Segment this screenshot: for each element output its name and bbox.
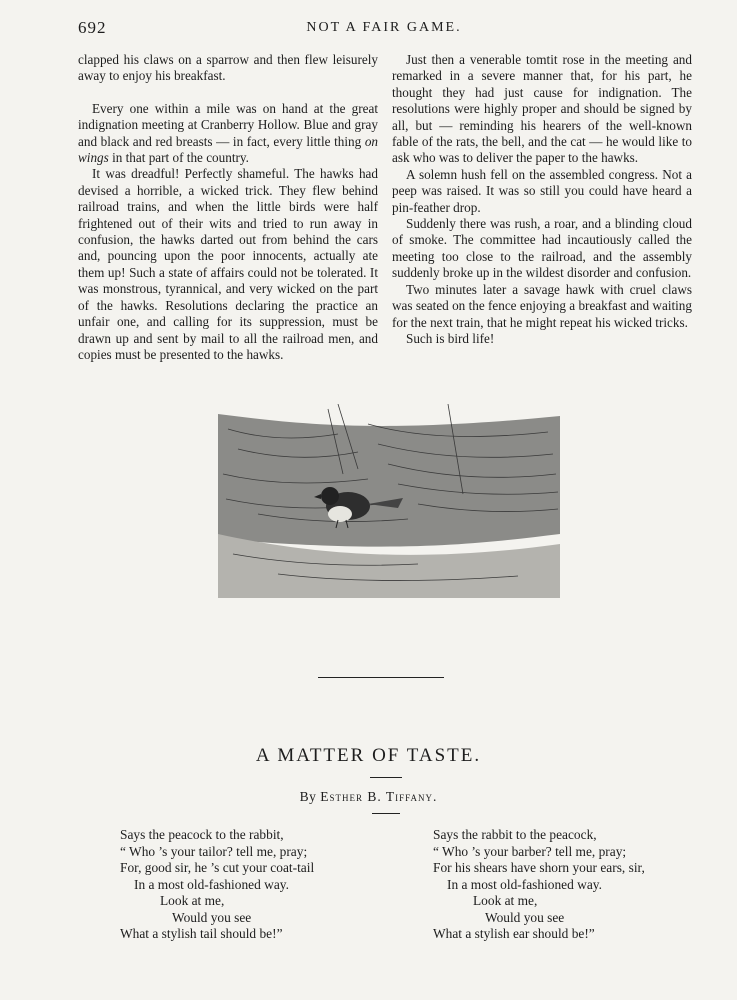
paragraph: Suddenly there was rush, a roar, and a blinding cloud of smoke. The committee had incautiously called the meeting too close to the railroad, and the assembly suddenly broke up in the wildest disorder and confusion. (392, 216, 692, 281)
text-run: Every one within a mile was on hand at the great indignation meeting at Cranberry Hollow. Blue and gray and black and red breasts — in fact, every little thing (78, 100, 378, 149)
poem-stanza-left (120, 827, 314, 943)
page-number: 692 (78, 18, 107, 37)
byline-rule (372, 813, 400, 814)
poem-line: Look at me, (473, 893, 538, 908)
text-run: in that part of the country. (108, 150, 249, 166)
running-head: NOT A FAIR GAME. (306, 20, 462, 35)
paragraph: clapped his claws on a sparrow and then flew leisurely away to enjoy his breakfast. (78, 52, 378, 84)
paragraph (78, 101, 378, 167)
byline (0, 789, 737, 805)
section-divider (318, 677, 444, 678)
byline-prefix: By (299, 789, 317, 804)
paragraph: Just then a venerable tomtit rose in the meeting and remarked in a severe manner that, for his part, he thought they had just cause for indignation. The resolutions were highly proper and should be signed by all, but — reminding his hearers of the well-known fable of the rats, the bell, and the cat — he would like to ask who was to deliver the paper to the hawks. (392, 52, 692, 166)
poem-line: Says the peacock to the rabbit, (120, 827, 284, 842)
poem-line: In a most old-fashioned way. (447, 876, 602, 892)
poem-line: For his shears have shorn your ears, sir, (433, 860, 645, 875)
poem-line: What a stylish tail should be!” (120, 926, 283, 941)
poem-line: “ Who ’s your barber? tell me, pray; (433, 843, 627, 859)
poem-line: Look at me, (160, 893, 225, 908)
paragraph: A solemn hush fell on the assembled congress. Not a peep was raised. It was so still you could have heard a pin-feather drop. (392, 166, 692, 215)
left-column (78, 52, 378, 363)
poem-line: Would you see (172, 909, 252, 925)
poem-line: For, good sir, he ’s cut your coat-tail (120, 860, 315, 875)
poem-line: In a most old-fashioned way. (134, 876, 289, 892)
right-column (392, 52, 692, 347)
poem-title: A MATTER OF TASTE. (255, 745, 482, 766)
paragraph: Two minutes later a savage hawk with cruel claws was seated on the fence enjoying a breakfast and waiting for the next train, that he might repeat his wicked tricks. (392, 281, 692, 330)
paragraph: Such is bird life! (406, 330, 495, 346)
poem-line: Would you see (485, 909, 565, 925)
bird-engraving (218, 404, 560, 598)
poem-line: Says the rabbit to the peacock, (433, 827, 597, 842)
poem-line: What a stylish ear should be!” (433, 926, 595, 941)
page-header (78, 18, 690, 42)
emphasis: on wings (78, 133, 378, 166)
author-name: Esther B. Tiffany. (320, 789, 438, 804)
paragraph: It was dreadful! Perfectly shameful. The hawks had devised a horrible, a wicked trick. They flew behind railroad trains, and when the little birds were half frightened out of their wits and tried to run away in confusion, the hawks darted out from behind the cars and, pouncing upon the poor innocents, actually ate them up! Such a state of affairs could not be tolerated. It was monstrous, tyrannical, and very wicked on the part of the hawks. Resolutions declaring the practice an unfair one, and calling for its suppression, must be drawn up and sent by mail to all the railroad men, and copies must be presented to the hawks. (78, 166, 378, 362)
title-rule (370, 777, 402, 778)
poem-stanza-right (433, 827, 645, 943)
poem-line: “ Who ’s your tailor? tell me, pray; (120, 843, 308, 859)
